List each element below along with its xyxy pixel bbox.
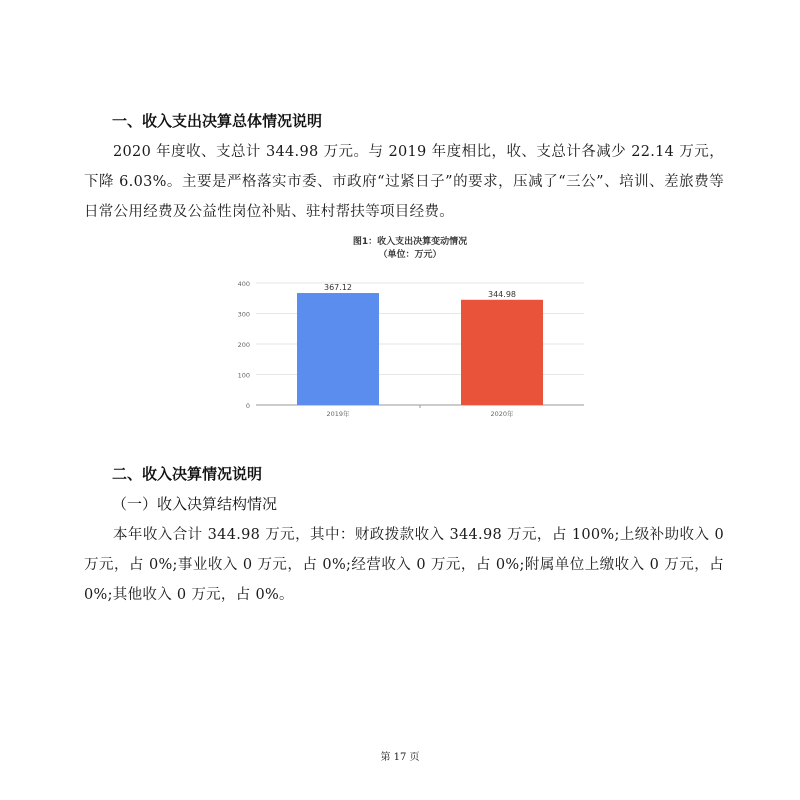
- bar: [461, 300, 543, 405]
- bar-chart: [228, 232, 592, 424]
- bar: [297, 293, 379, 405]
- section-heading-overview: 一、收入支出决算总体情况说明: [112, 112, 323, 130]
- data-label: 344.98: [488, 289, 516, 299]
- y-tick-label: 200: [237, 341, 250, 349]
- overview-paragraph: 2020 年度收、支总计 344.98 万元。与 2019 年度相比，收、支总计各减少 22.14 万元，下降 6.03%。主要是严格落实市委、市政府“过紧日子”的要求，压减了“三公”、培训、差旅费等日常公用经费及公益性岗位补贴、驻村帮扶等项目经费。: [84, 144, 724, 220]
- income-paragraph: 本年收入合计 344.98 万元，其中：财政拨款收入 344.98 万元，占 100%;上级补助收入 0 万元，占 0%;事业收入 0 万元，占 0%;经营收入 0 万元，占 0%;附属单位上缴收入 0 万元，占 0%;其他收入 0 万元，占 0%。: [84, 527, 724, 603]
- y-tick-label: 300: [237, 310, 250, 319]
- chart-subtitle: （单位：万元）: [378, 250, 442, 260]
- section-heading-income: 二、收入决算情况说明: [112, 465, 263, 483]
- chart-svg: [228, 272, 592, 424]
- y-tick-label: 100: [237, 371, 250, 380]
- data-label: 367.12: [324, 283, 352, 293]
- y-tick-label: 400: [237, 280, 250, 288]
- x-tick-label: 2020年: [490, 410, 514, 418]
- page-number: 第 17 页: [380, 752, 420, 763]
- subsection-heading-income-structure: （一）收入决算结构情况: [112, 495, 278, 513]
- x-tick-label: 2019年: [326, 410, 350, 418]
- y-tick-label: 0: [245, 402, 250, 410]
- chart-title: 图1：收入支出决算变动情况: [352, 237, 468, 247]
